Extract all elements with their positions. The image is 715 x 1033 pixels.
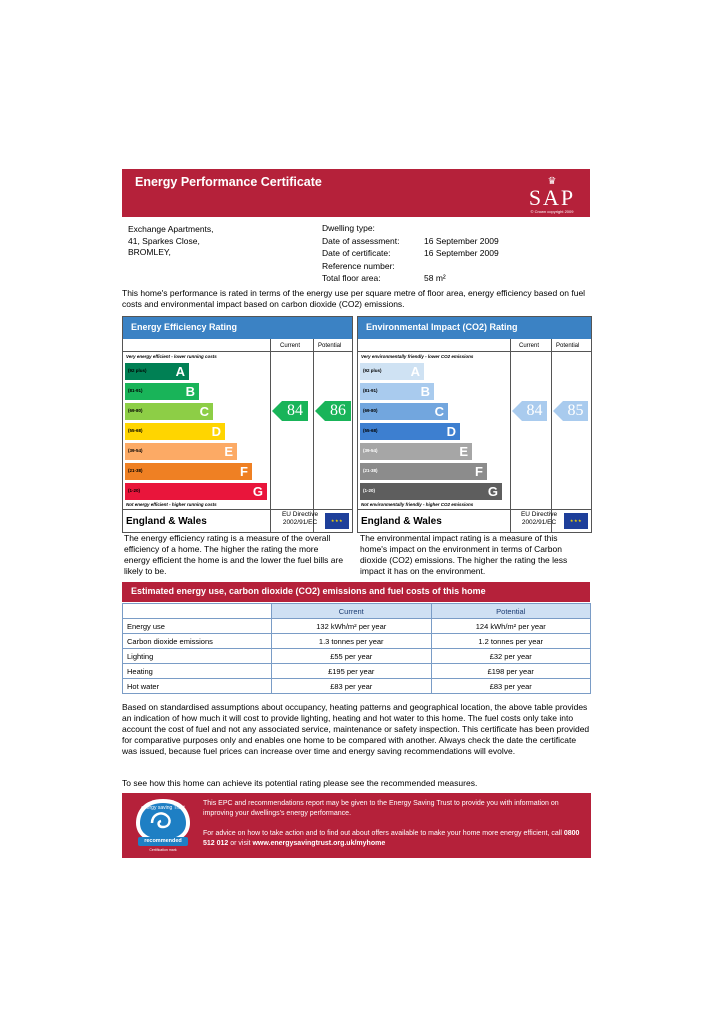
current-rating-value: 84 (522, 401, 547, 421)
current-value: £195 per year (272, 664, 432, 679)
detail-row (322, 260, 499, 273)
potential-value: £198 per year (431, 664, 591, 679)
eu-flag-icon: ★★★ (564, 513, 588, 529)
band-letter: B (185, 384, 195, 399)
band-letter: E (459, 444, 468, 459)
band-range: (1-20) (363, 488, 376, 493)
potential-rating-arrow (553, 401, 588, 421)
band-letter: G (487, 484, 498, 499)
logo-trust: Trust (173, 805, 185, 811)
band-letter: D (211, 424, 221, 439)
rating-band-d (360, 423, 460, 440)
energy-rating-description: The energy efficiency rating is a measure of the overall efficiency of a home. The higher the rating the more energy efficient the home is and the lower the fuel bills are likely to be. (124, 533, 344, 576)
detail-row (322, 222, 499, 235)
current-rating-value: 84 (282, 401, 308, 421)
sap-logo-text: SAP (528, 185, 576, 210)
address-line: BROMLEY, (128, 247, 171, 257)
rating-band-e (125, 443, 237, 460)
region-label: England & Wales (361, 516, 442, 527)
row-label: Hot water (123, 679, 272, 694)
band-letter: C (199, 404, 209, 419)
env-chart-title: Environmental Impact (CO2) Rating (358, 317, 591, 339)
phone-number: 0800 512 012 (203, 830, 580, 847)
detail-label: Dwelling type: (322, 223, 375, 233)
sap-logo-copyright: © Crown copyright 2009 (530, 209, 574, 214)
energy-chart-title: Energy Efficiency Rating (123, 317, 352, 339)
bottom-note: Not energy efficient - higher running costs (126, 502, 217, 507)
logo-certification-mark: Certification mark (149, 848, 177, 852)
rating-band-g (360, 483, 502, 500)
band-letter: A (410, 364, 420, 379)
table-row (123, 664, 591, 679)
bottom-note: Not environmentally friendly - higher CO2 emissions (361, 502, 474, 507)
estimates-header (122, 582, 590, 602)
eu-flag-icon: ★★★ (325, 513, 349, 529)
band-letter: G (252, 484, 263, 499)
band-range: (55-68) (363, 428, 378, 433)
band-range: (21-38) (128, 468, 143, 473)
property-details (322, 222, 499, 285)
rating-band-c (125, 403, 213, 420)
footer-paragraph-1: This EPC and recommendations report may be given to the Energy Saving Trust to provide you with information on improving your dwellings's energy performance. (203, 800, 559, 817)
top-note: Very environmentally friendly - lower CO2 emissions (361, 354, 474, 359)
region-label: England & Wales (126, 516, 207, 527)
certificate-header (122, 169, 590, 217)
detail-value: 16 September 2009 (424, 235, 499, 246)
environmental-impact-chart (357, 316, 592, 533)
table-row (123, 649, 591, 664)
current-value: 132 kWh/m² per year (272, 619, 432, 634)
detail-row (322, 247, 499, 260)
table-row (123, 634, 591, 649)
potential-rating-value: 86 (325, 401, 351, 421)
certificate-title: Energy Performance Certificate (135, 175, 322, 189)
table-header-row (123, 604, 591, 619)
band-range: (21-38) (363, 468, 378, 473)
table-row (123, 619, 591, 634)
table-header-cell: Current (272, 604, 432, 619)
band-letter: A (175, 364, 185, 379)
detail-row (322, 235, 499, 248)
potential-value: £83 per year (431, 679, 591, 694)
rating-band-f (125, 463, 252, 480)
col-potential-header: Potential (556, 343, 580, 349)
band-letter: F (475, 464, 483, 479)
detail-value: 58 m² (424, 273, 446, 283)
band-range: (1-20) (128, 488, 141, 493)
address-line: 41, Sparkes Close, (128, 235, 200, 246)
band-range: (92 plus) (128, 368, 147, 373)
current-rating-arrow (272, 401, 308, 421)
estimates-title: Estimated energy use, carbon dioxide (CO2) emissions and fuel costs of this home (131, 586, 486, 596)
col-current-header: Current (280, 343, 301, 349)
rating-band-e (360, 443, 472, 460)
detail-row (322, 272, 499, 285)
row-label: Lighting (123, 649, 272, 664)
detail-label: Date of certificate: (322, 248, 391, 258)
rating-band-a (360, 363, 424, 380)
rating-band-c (360, 403, 448, 420)
row-label: Carbon dioxide emissions (123, 634, 272, 649)
band-range: (39-54) (363, 448, 378, 453)
footer-paragraph-2 (203, 829, 583, 849)
band-range: (55-68) (128, 428, 143, 433)
rating-band-f (360, 463, 487, 480)
band-range: (69-80) (128, 408, 143, 413)
detail-label: Reference number: (322, 260, 395, 271)
detail-label: Date of assessment: (322, 235, 400, 246)
band-range: (92 plus) (363, 368, 382, 373)
rating-band-g (125, 483, 267, 500)
band-letter: C (434, 404, 444, 419)
eu-directive: EU Directive 2002/91/EC (520, 511, 558, 526)
potential-rating-arrow (315, 401, 351, 421)
band-range: (81-91) (363, 388, 378, 393)
potential-value: 1.2 tonnes per year (431, 634, 591, 649)
energy-chart-grid (123, 339, 352, 532)
env-chart-grid (358, 339, 591, 532)
rating-band-b (125, 383, 199, 400)
detail-value: 16 September 2009 (424, 248, 499, 258)
energy-saving-trust-band (122, 793, 591, 858)
current-value: £55 per year (272, 649, 432, 664)
top-note: Very energy efficient - lower running costs (126, 354, 217, 359)
row-label: Heating (123, 664, 272, 679)
rating-band-d (125, 423, 225, 440)
env-rating-description: The environmental impact rating is a measure of this home's impact on the environment in terms of Carbon dioxide (CO2) emissions. The higher the rating the less impact it has on the environment. (360, 533, 568, 576)
band-letter: E (224, 444, 233, 459)
intro-text: This home's performance is rated in terms of the energy use per square metre of floor area, energy efficiency based on fuel costs and environmental impact based on carbon dioxide (CO2) emissions. (122, 288, 586, 309)
potential-rating-value: 85 (563, 401, 588, 421)
current-value: £83 per year (272, 679, 432, 694)
footer-text: For advice on how to take action and to find out about offers available to make your home more energy efficient, call (203, 830, 564, 837)
energy-saving-recommended-logo (130, 797, 196, 855)
band-range: (39-54) (128, 448, 143, 453)
band-letter: F (240, 464, 248, 479)
energy-efficiency-chart (122, 316, 353, 533)
band-letter: D (446, 424, 456, 439)
band-range: (81-91) (128, 388, 143, 393)
detail-label: Total floor area: (322, 273, 381, 283)
rating-band-a (125, 363, 189, 380)
table-header-cell (123, 604, 272, 619)
potential-value: 124 kWh/m² per year (431, 619, 591, 634)
logo-energy-saving: energy saving (141, 805, 173, 811)
sap-logo (522, 177, 582, 213)
rating-band-b (360, 383, 434, 400)
potential-value: £32 per year (431, 649, 591, 664)
address-line: Exchange Apartments, (128, 224, 214, 234)
band-letter: B (420, 384, 430, 399)
recommendation-text: To see how this home can achieve its potential rating please see the recommended measures. (122, 778, 478, 788)
eu-directive: EU Directive 2002/91/EC (281, 511, 319, 526)
table-row (123, 679, 591, 694)
advice-link[interactable]: www.energysavingtrust.org.uk/myhome (252, 840, 386, 847)
current-rating-arrow (512, 401, 547, 421)
logo-recommended: recommended (144, 838, 182, 844)
current-value: 1.3 tonnes per year (272, 634, 432, 649)
footer-text: or visit (228, 840, 253, 847)
assumptions-text: Based on standardised assumptions about occupancy, heating patterns and geographical location, the above table provides an indication of how much it will cost to provide lighting, heating and hot water to this home. The fuel costs only take into account the cost of fuel and not any associated service, maintenance or safety inspection. This certificate has been provided for comparative purposes only and enables one home to be compared with another. Always check the date the certificate was issued, because fuel prices can increase over time and energy saving recommendations will evolve. (122, 702, 590, 756)
table-header-cell: Potential (431, 604, 591, 619)
row-label: Energy use (123, 619, 272, 634)
band-range: (69-80) (363, 408, 378, 413)
col-current-header: Current (519, 343, 540, 349)
col-potential-header: Potential (318, 343, 342, 349)
property-address (128, 224, 214, 259)
estimates-table (122, 603, 591, 694)
crown-icon: ♛ (547, 176, 557, 187)
